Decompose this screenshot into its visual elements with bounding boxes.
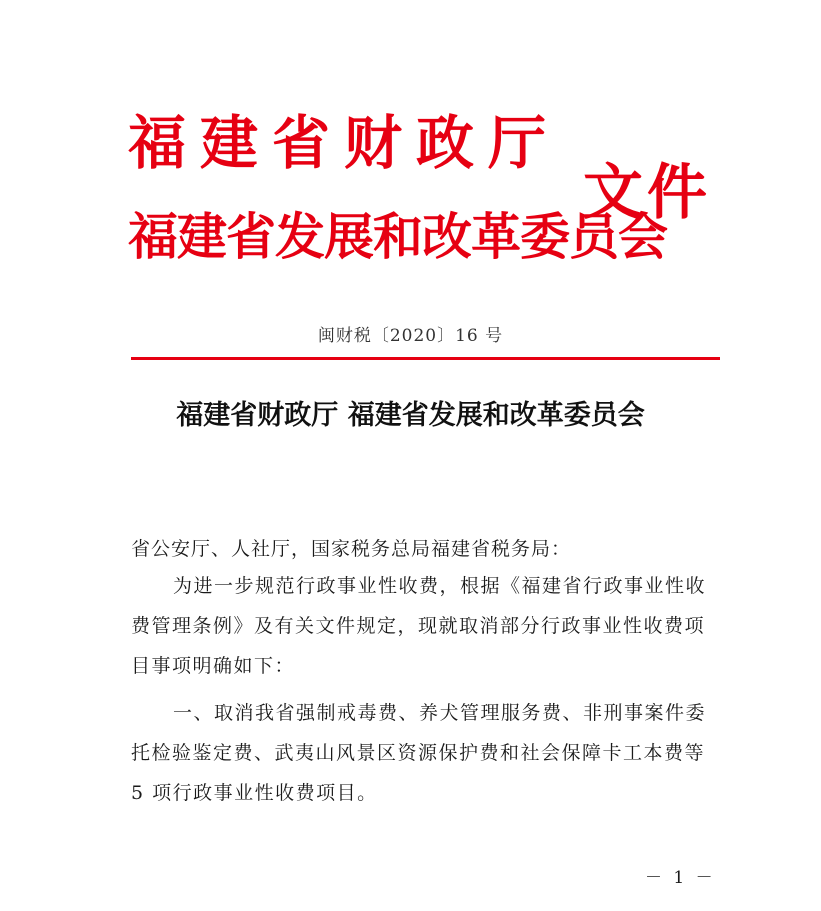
body-line: 5 项行政事业性收费项目。 bbox=[131, 782, 378, 804]
body-paragraph-2 bbox=[131, 693, 721, 813]
document-number: 闽财税〔2020〕16 号 bbox=[317, 326, 504, 346]
addressee-line: 省公安厅、人社厅，国家税务总局福建省税务局： bbox=[131, 538, 572, 560]
issuer-name-finance-department: 福建省财政厅 bbox=[128, 109, 561, 177]
body-line: 托检验鉴定费、武夷山风景区资源保护费和社会保障卡工本费等 bbox=[131, 742, 706, 764]
page-number: － 1 － bbox=[645, 868, 716, 888]
body-line: 目事项明确如下： bbox=[131, 655, 296, 677]
body-line: 费管理条例》及有关文件规定，现就取消部分行政事业性收费项 bbox=[131, 615, 706, 637]
body-line: 为进一步规范行政事业性收费，根据《福建省行政事业性收 bbox=[173, 575, 707, 597]
body-paragraph-1 bbox=[131, 566, 721, 686]
document-title: 福建省财政厅 福建省发展和改革委员会 bbox=[176, 400, 645, 431]
red-divider-line bbox=[131, 357, 720, 360]
document-suffix: 文件 bbox=[583, 158, 711, 228]
body-line: 一、取消我省强制戒毒费、养犬管理服务费、非刑事案件委 bbox=[173, 702, 707, 724]
issuer-name-development-commission: 福建省发展和改革委员会 bbox=[128, 207, 667, 266]
